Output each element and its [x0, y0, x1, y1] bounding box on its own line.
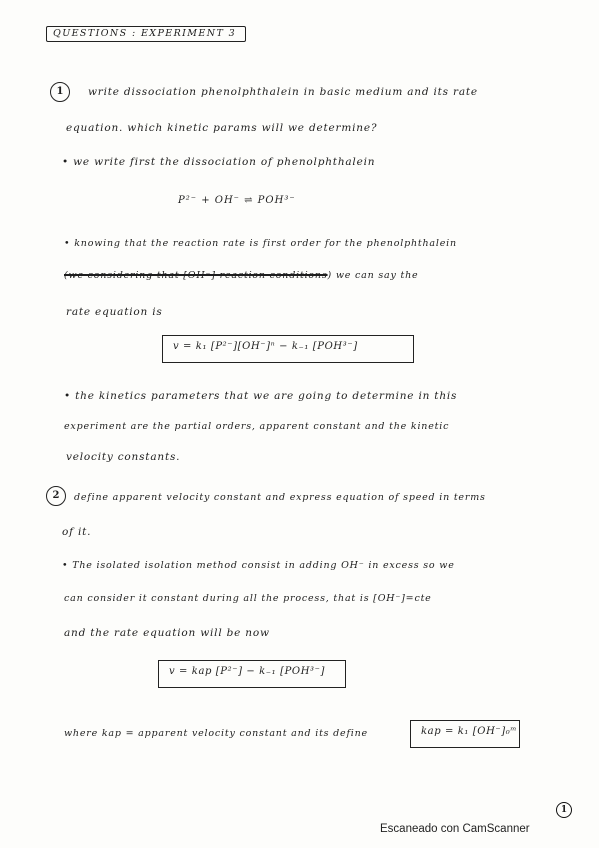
q1-line-3: • we write first the dissociation of phenolphthalein — [62, 156, 376, 168]
page-number: 1 — [556, 802, 572, 818]
q2-line-4: can consider it constant during all the process, that is [OH⁻]=cte — [64, 593, 432, 604]
q2-line-5: and the rate equation will be now — [64, 627, 270, 639]
q2-rate-equation-box: v = kap [P²⁻] − k₋₁ [POH³⁻] — [158, 660, 346, 688]
q1-line-7: • the kinetics parameters that we are going to determine in this — [64, 390, 458, 402]
question-1-number: 1 — [50, 82, 70, 102]
q1-line-1: write dissociation phenolphthalein in basic medium and its rate — [88, 86, 478, 98]
q1-line-2: equation. which kinetic params will we determine? — [66, 122, 378, 134]
question-2-number: 2 — [46, 486, 66, 506]
q1-line-6: rate equation is — [66, 306, 163, 318]
q2-kap-equation-box: kap = k₁ [OH⁻]₀ᵐ — [410, 720, 520, 748]
q2-line-3: • The isolated isolation method consist in adding OH⁻ in excess so we — [62, 560, 455, 571]
q1-line-4: • knowing that the reaction rate is first order for the phenolphthalein — [64, 238, 457, 249]
scanner-watermark: Escaneado con CamScanner — [380, 823, 530, 835]
q1-line-5-rest: ) we can say the — [327, 270, 419, 281]
q1-line-8: experiment are the partial orders, apparent constant and the kinetic — [64, 421, 450, 432]
q1-reaction: P²⁻ + OH⁻ ⇌ POH³⁻ — [178, 195, 296, 206]
q2-line-1: define apparent velocity constant and express equation of speed in terms — [74, 492, 486, 503]
q1-line-5-struck: (we considering that [OH⁻] reaction conditions — [64, 270, 328, 281]
q1-rate-equation-box: v = k₁ [P²⁻][OH⁻]ⁿ − k₋₁ [POH³⁻] — [162, 335, 414, 363]
q1-line-5 — [64, 270, 418, 281]
q2-line-6: where kap = apparent velocity constant and its define — [64, 728, 368, 739]
q2-line-2: of it. — [62, 526, 92, 538]
q1-line-9: velocity constants. — [66, 451, 181, 463]
page-header: QUESTIONS : EXPERIMENT 3 — [46, 26, 246, 42]
